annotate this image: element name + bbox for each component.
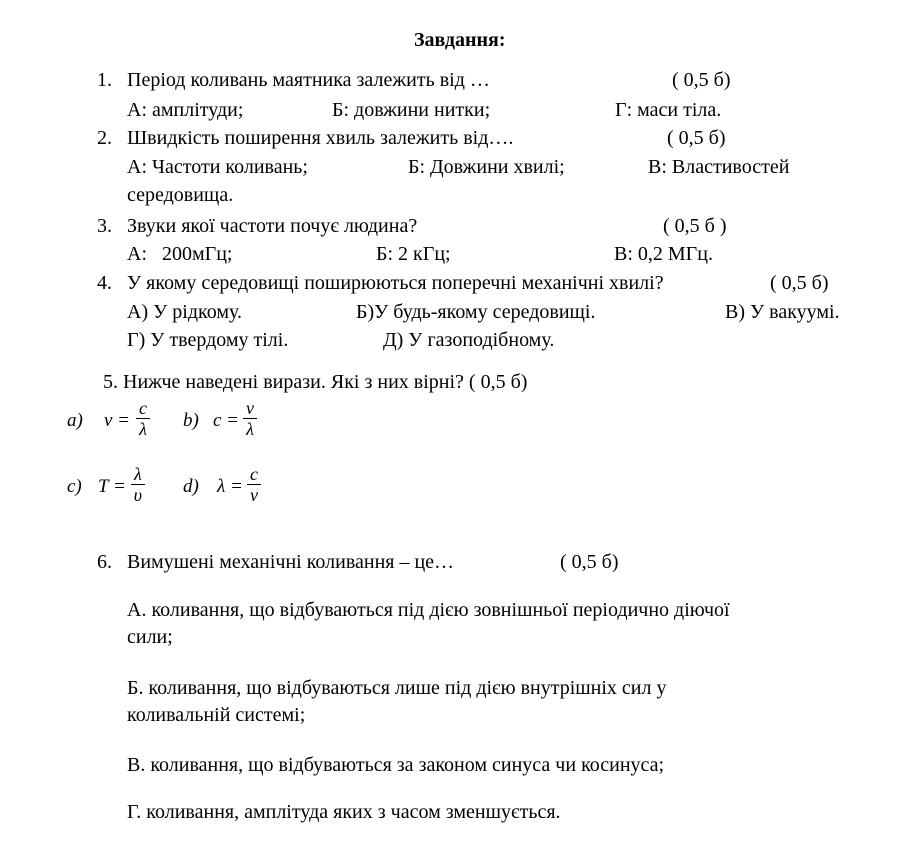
q3-option-v: В: 0,2 МГц. (614, 243, 713, 265)
formula-b-lhs: c = (213, 410, 240, 431)
formula-d-numerator: c (247, 464, 261, 485)
formula-c-numerator: λ (131, 464, 145, 485)
q6-number: 6. (97, 551, 112, 573)
q6-option-a-line2: сили; (127, 626, 173, 648)
q6-option-v: В. коливання, що відбуваються за законом синуса чи косинуса; (127, 754, 665, 776)
q6-text: Вимушені механічні коливання – це… (127, 551, 455, 573)
q1-points: ( 0,5 б) (672, 69, 731, 91)
q6-points: ( 0,5 б) (560, 551, 619, 573)
formula-d-fraction (247, 464, 261, 505)
formula-c-denominator: υ (133, 485, 143, 505)
q4-text: У якому середовищі поширюються поперечні механічні хвилі? (127, 272, 664, 294)
q2-option-v-cont: середовища. (127, 184, 234, 206)
formula-b-numerator: ν (243, 398, 257, 419)
formula-c-label: c) (67, 476, 82, 497)
q1-option-g: Г: маси тіла. (615, 99, 722, 121)
q3-number: 3. (97, 215, 112, 237)
q5-text: 5. Нижче наведені вирази. Які з них вірні? ( 0,5 б) (103, 371, 528, 393)
formula-c-fraction (131, 464, 145, 505)
q1-number: 1. (97, 69, 112, 91)
q3-option-b: Б: 2 кГц; (376, 243, 451, 265)
q6-option-b-line2: коливальній системі; (127, 704, 306, 726)
formula-a-numerator: c (136, 398, 150, 419)
q1-option-b: Б: довжини нитки; (332, 99, 491, 121)
q2-option-a: А: Частоти коливань; (127, 156, 308, 178)
q2-points: ( 0,5 б) (667, 127, 726, 149)
formula-c-lhs: T = (98, 476, 126, 497)
q3-option-a: А: 200мГц; (127, 243, 233, 265)
q3-points: ( 0,5 б ) (663, 215, 727, 237)
q6-option-g: Г. коливання, амплітуда яких з часом зменшується. (127, 801, 561, 823)
formula-d-lhs: λ = (217, 476, 243, 497)
formula-a-lhs: ν = (104, 410, 131, 431)
q4-option-d: Д) У газоподібному. (383, 329, 555, 351)
formula-b-fraction (243, 398, 257, 439)
formula-a-denominator: λ (139, 419, 147, 439)
q2-text: Швидкість поширення хвиль залежить від…. (127, 127, 514, 149)
formula-d-label: d) (183, 476, 199, 497)
formula-b-label: b) (183, 410, 199, 431)
q6-option-a-line1: А. коливання, що відбуваються під дією зовнішньої періодично діючої (127, 599, 730, 621)
q3-text: Звуки якої частоти почує людина? (127, 215, 418, 237)
formula-a-label: a) (67, 410, 83, 431)
q4-option-a: А) У рідкому. (127, 301, 242, 323)
formula-b-denominator: λ (246, 419, 254, 439)
q4-option-v: В) У вакуумі. (725, 301, 840, 323)
q6-option-b-line1: Б. коливання, що відбуваються лише під дією внутрішніх сил у (127, 677, 667, 699)
q1-text: Період коливань маятника залежить від … (127, 69, 490, 91)
q2-option-b: Б: Довжини хвилі; (408, 156, 565, 178)
q4-number: 4. (97, 272, 112, 294)
q4-option-g: Г) У твердому тілі. (127, 329, 289, 351)
page-title: Завдання: (414, 29, 506, 51)
q2-number: 2. (97, 127, 112, 149)
q2-option-v: В: Властивостей (648, 156, 790, 178)
q4-points: ( 0,5 б) (770, 272, 829, 294)
q4-option-b: Б)У будь-якому середовищі. (356, 301, 596, 323)
q1-option-a: А: амплітуди; (127, 99, 244, 121)
formula-a-fraction (136, 398, 150, 439)
formula-d-denominator: ν (250, 485, 258, 505)
